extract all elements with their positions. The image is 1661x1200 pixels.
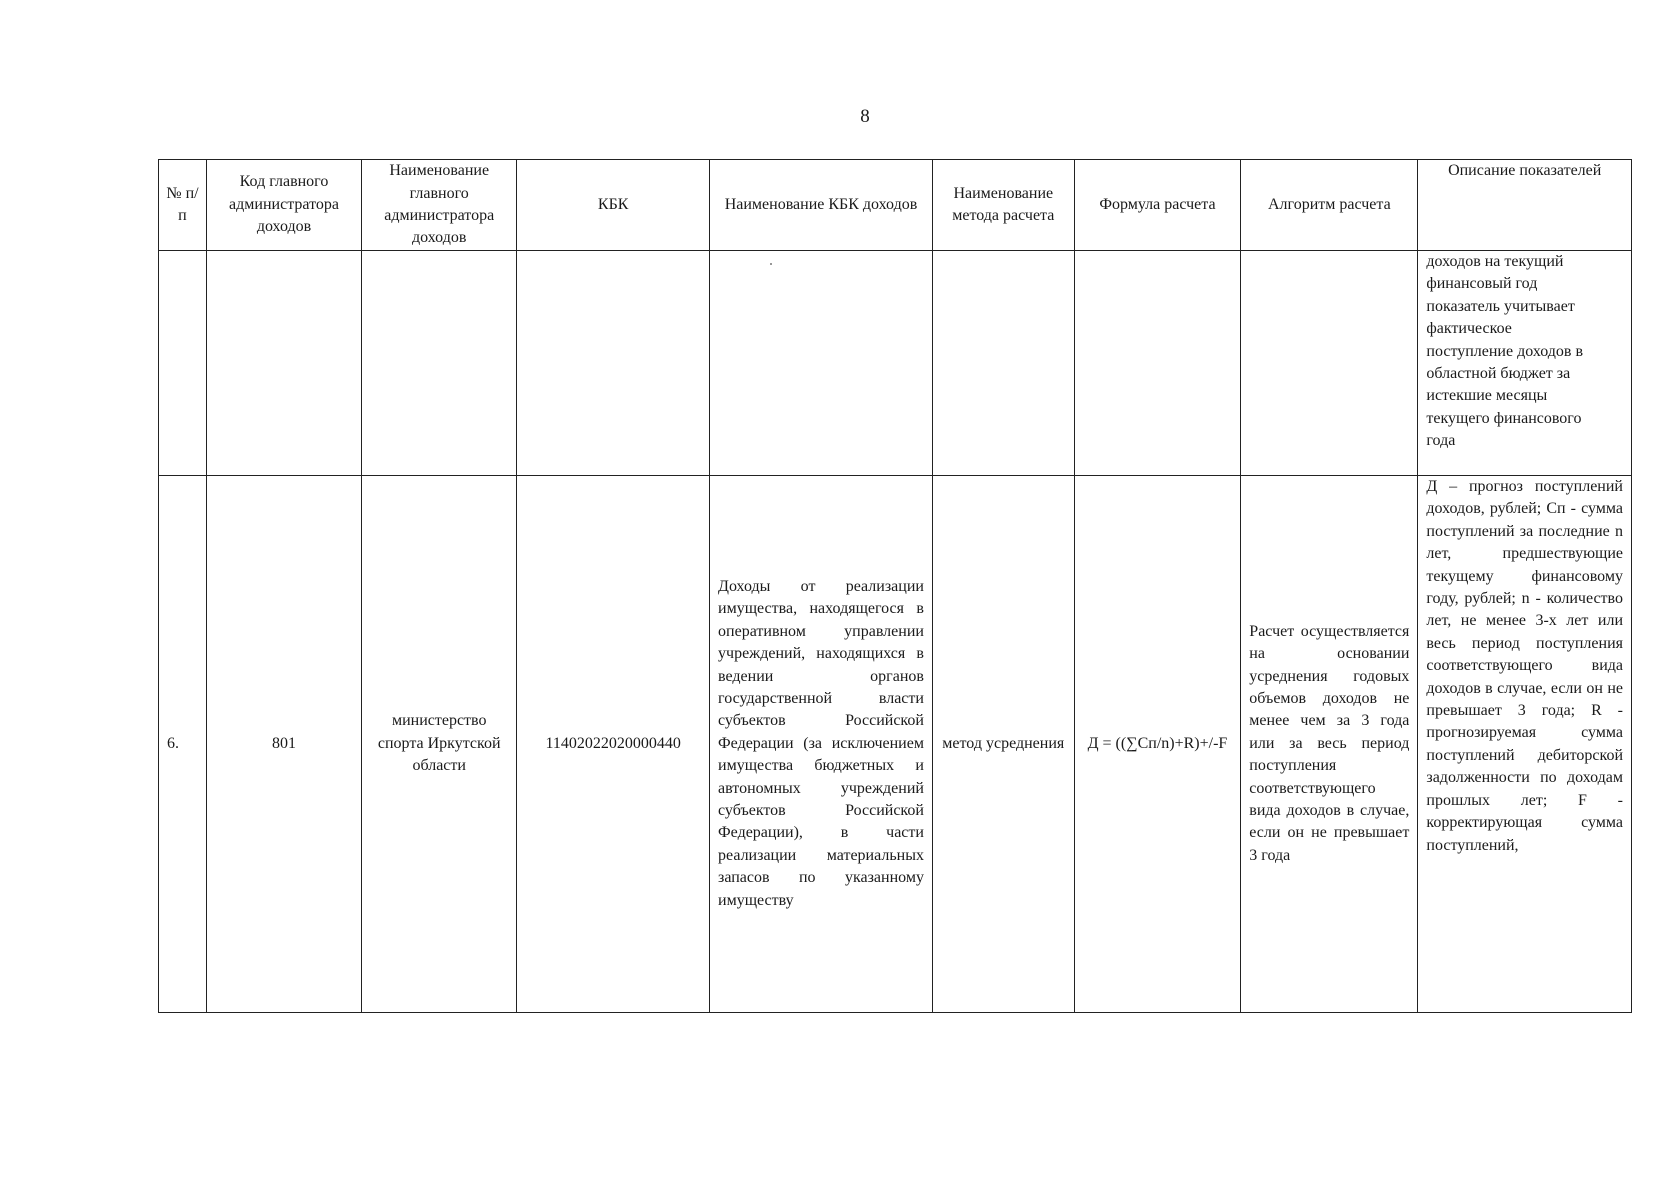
scan-speck [770,263,772,265]
cell-kbk-name: Доходы от реализации имущества, находящегося в оперативном управлении учреждений, находящихся в ведении органов государственной власти субъектов Российской Федерации (за исключением имущества бюджетных и автономных учреждений субъектов Российской Федерации), в части реализации материальных запасов по указанному имуществу [710,476,933,1013]
description-line: областной бюджет за [1426,365,1571,383]
description-line: года [1426,432,1456,450]
cell-empty [206,251,361,476]
table-row-6 [159,476,1632,1013]
cell-formula: Д = ((∑Сп/n)+R)+/-F [1074,476,1241,1013]
header-algorithm: Алгоритм расчета [1241,160,1418,251]
header-kbk: КБК [517,160,710,251]
header-admin-name: Наименование главного администратора доходов [362,160,517,251]
cell-admin-name: министерство спорта Иркутской области [362,476,517,1013]
cell-empty [517,251,710,476]
table-row-continuation [159,251,1632,476]
header-num: № п/п [159,160,207,251]
header-admin-code: Код главного администратора доходов [206,160,361,251]
cell-method: метод усреднения [932,476,1074,1013]
description-line: доходов на текущий [1426,253,1564,270]
revenue-forecast-table [158,159,1632,1013]
header-formula: Формула расчета [1074,160,1241,251]
cell-empty [710,251,933,476]
table-header-row [159,160,1632,251]
cell-empty [362,251,517,476]
description-line: текущего финансового [1426,409,1582,427]
cell-empty [159,251,207,476]
cell-description-continuation [1418,251,1632,476]
header-description: Описание показателей [1418,160,1632,251]
cell-empty [1241,251,1418,476]
header-kbk-name: Наименование КБК доходов [710,160,933,251]
header-method: Наименование метода расчета [932,160,1074,251]
description-line: фактическое [1426,320,1512,338]
description-text: Д – прогноз поступлений доходов, рублей; Сп - сумма поступлений за последние n лет, предшествующие текущему финансовому году, рублей; n - количество лет, не менее 3-х лет или весь период поступления соответствующего вида доходов в случае, если он не превышает 3 года; R - прогнозируемая сумма поступлений дебиторской задолженности по доходам прошлых лет; F - корректирующая сумма поступлений, [1426,478,1623,854]
page-number: 8 [860,106,870,127]
description-line: показатель учитывает [1426,297,1575,315]
cell-kbk: 11402022020000440 [517,476,710,1013]
description-line: финансовый год [1426,275,1538,293]
cell-num: 6. [159,476,207,1013]
description-line: поступление доходов в [1426,342,1584,360]
cell-empty [932,251,1074,476]
description-line: истекшие месяцы [1426,387,1548,405]
cell-description [1418,476,1632,1013]
cell-algorithm: Расчет осуществляется на основании усреднения годовых объемов доходов не менее чем за 3 года или за весь период поступления соответствующего вида доходов в случае, если он не превышает 3 года [1241,476,1418,1013]
cell-empty [1074,251,1241,476]
cell-admin-code: 801 [206,476,361,1013]
